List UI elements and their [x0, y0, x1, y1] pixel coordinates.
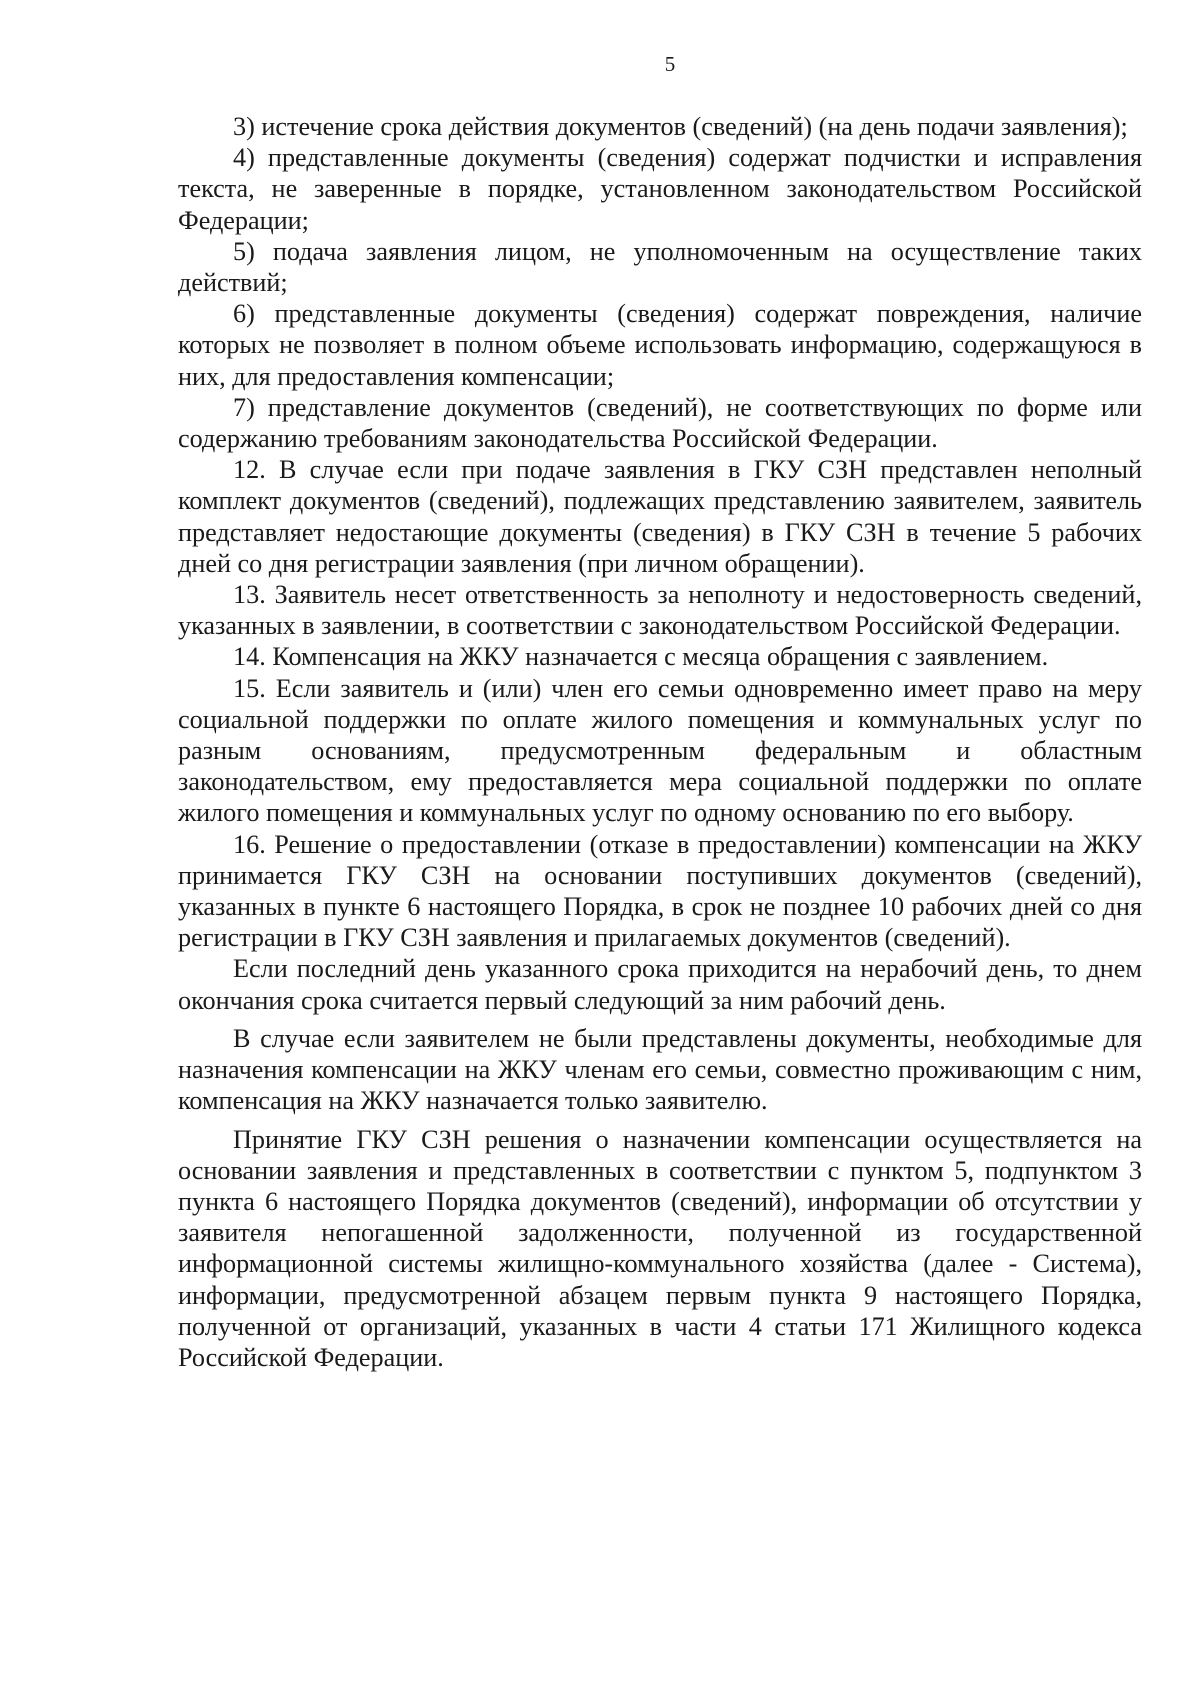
paragraph-item-6: 6) представленные документы (сведения) содержат повреждения, наличие которых не позволяет в полном объеме использовать информацию, содержащуюся в них, для предоставления компенсации; — [178, 299, 1142, 391]
page-number: 5 — [664, 52, 676, 76]
document-page — [178, 52, 1142, 1652]
paragraph-clause-14: 14. Компенсация на ЖКУ назначается с месяца обращения с заявлением. — [233, 642, 1049, 672]
paragraph-clause-15: 15. Если заявитель и (или) член его семьи одновременно имеет право на меру социальной поддержки по оплате жилого помещения и коммунальных услуг по разным основаниям, предусмотренным федеральным и областным законодательством, ему предоставляется мера социальной поддержки по оплате жилого помещения и коммунальных услуг по одному основанию по его выбору. — [178, 673, 1142, 828]
paragraph-item-3: 3) истечение срока действия документов (сведений) (на день подачи заявления); — [233, 112, 1128, 141]
paragraph-decision-basis: Принятие ГКУ СЗН решения о назначении компенсации осуществляется на основании заявления и представленных в соответствии с пунктом 5, подпунктом 3 пункта 6 настоящего Порядка документов (сведений), информации об отсутствии у заявителя непогашенной задолженности, полученной из государственной информационной системы жилищно-коммунального хозяйства (далее - Система), информации, предусмотренной абзацем первым пункта 9 настоящего Порядка, полученной от организаций, указанных в части 4 статьи 171 Жилищного кодекса Российской Федерации. — [178, 1124, 1142, 1372]
paragraph-item-4: 4) представленные документы (сведения) содержат подчистки и исправления текста, не заверенные в порядке, установленном законодательством Российской Федерации; — [178, 143, 1142, 235]
paragraph-item-5: 5) подача заявления лицом, не уполномоченным на осуществление таких действий; — [178, 236, 1142, 298]
paragraph-item-7: 7) представление документов (сведений), не соответствующих по форме или содержанию требованиям законодательства Российской Федерации. — [178, 392, 1142, 454]
paragraph-clause-16: 16. Решение о предоставлении (отказе в предоставлении) компенсации на ЖКУ принимается ГКУ СЗН на основании поступивших документов (сведений), указанных в пункте 6 настоящего Порядка, в срок не позднее 10 рабочих дней со дня регистрации в ГКУ СЗН заявления и прилагаемых документов (сведений). — [178, 829, 1142, 953]
paragraph-clause-13: 13. Заявитель несет ответственность за неполноту и недостоверность сведений, указанных в заявлении, в соответствии с законодательством Российской Федерации. — [178, 580, 1142, 641]
paragraph-deadline-note: Если последний день указанного срока приходится на нерабочий день, то днем окончания срока считается первый следующий за ним рабочий день. — [178, 954, 1142, 1015]
paragraph-family-note: В случае если заявителем не были представлены документы, необходимые для назначения компенсации на ЖКУ членам его семьи, совместно проживающим с ним, компенсация на ЖКУ назначается только заявителю. — [178, 1023, 1142, 1116]
paragraph-clause-12: 12. В случае если при подаче заявления в ГКУ СЗН представлен неполный комплект документов (сведений), подлежащих представлению заявителем, заявитель представляет недостающие документы (сведения) в ГКУ СЗН в течение 5 рабочих дней со дня регистрации заявления (при личном обращении). — [178, 455, 1142, 578]
